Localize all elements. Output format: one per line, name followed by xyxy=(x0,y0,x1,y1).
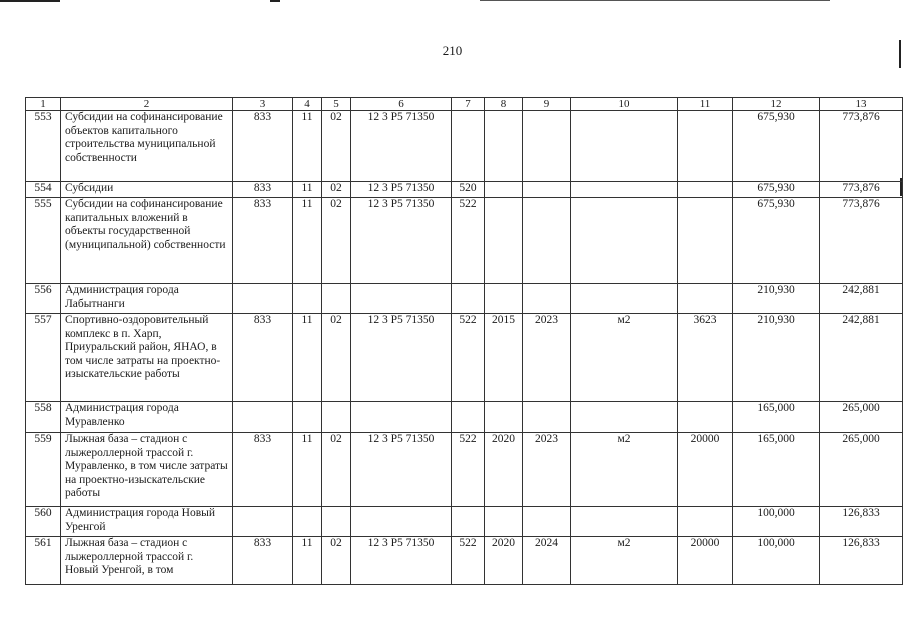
cell-amount-col12: 675,930 xyxy=(733,198,820,284)
cell-start-year: 2020 xyxy=(485,537,523,585)
cell-unit: м2 xyxy=(571,433,678,507)
cell-subsection: 02 xyxy=(322,198,351,284)
cell-subsection xyxy=(322,284,351,314)
cell-amount-col12: 675,930 xyxy=(733,111,820,182)
row-number: 558 xyxy=(26,402,61,433)
cell-amount-col13: 773,876 xyxy=(820,198,903,284)
column-header: 5 xyxy=(322,98,351,111)
cell-expense-type: 522 xyxy=(452,198,485,284)
row-number: 559 xyxy=(26,433,61,507)
cell-subsection: 02 xyxy=(322,111,351,182)
column-header: 2 xyxy=(61,98,233,111)
cell-start-year xyxy=(485,182,523,198)
cell-amount-col13: 773,876 xyxy=(820,182,903,198)
cell-start-year xyxy=(485,284,523,314)
cell-start-year: 2015 xyxy=(485,314,523,402)
cell-admin-code xyxy=(233,402,293,433)
cell-end-year xyxy=(523,182,571,198)
cell-admin-code: 833 xyxy=(233,111,293,182)
cell-capacity xyxy=(678,198,733,284)
cell-end-year xyxy=(523,402,571,433)
row-name: Администрация города Муравленко xyxy=(61,402,233,433)
table-row xyxy=(26,284,903,314)
cell-target-article: 12 3 P5 71350 xyxy=(351,182,452,198)
row-number: 557 xyxy=(26,314,61,402)
column-header: 7 xyxy=(452,98,485,111)
cell-section: 11 xyxy=(293,537,322,585)
row-number: 555 xyxy=(26,198,61,284)
table-row xyxy=(26,537,903,585)
cell-capacity: 3623 xyxy=(678,314,733,402)
cell-unit xyxy=(571,507,678,537)
column-header: 8 xyxy=(485,98,523,111)
table-row xyxy=(26,433,903,507)
row-number: 560 xyxy=(26,507,61,537)
cell-section xyxy=(293,284,322,314)
cell-amount-col13: 126,833 xyxy=(820,537,903,585)
cell-end-year xyxy=(523,284,571,314)
cell-section: 11 xyxy=(293,433,322,507)
cell-end-year: 2023 xyxy=(523,314,571,402)
row-number: 556 xyxy=(26,284,61,314)
column-header: 6 xyxy=(351,98,452,111)
cell-section: 11 xyxy=(293,198,322,284)
cell-admin-code xyxy=(233,507,293,537)
row-name: Субсидии xyxy=(61,182,233,198)
table-row xyxy=(26,402,903,433)
cell-unit xyxy=(571,402,678,433)
table-row xyxy=(26,182,903,198)
cell-capacity xyxy=(678,507,733,537)
column-header: 4 xyxy=(293,98,322,111)
cell-target-article: 12 3 P5 71350 xyxy=(351,537,452,585)
row-name: Лыжная база – стадион с лыжероллерной трассой г. Новый Уренгой, в том xyxy=(61,537,233,585)
cell-expense-type xyxy=(452,507,485,537)
column-header: 9 xyxy=(523,98,571,111)
scan-line-top-left xyxy=(0,0,60,2)
cell-amount-col13: 242,881 xyxy=(820,284,903,314)
cell-amount-col12: 165,000 xyxy=(733,433,820,507)
page-number: 210 xyxy=(442,43,463,58)
cell-amount-col12: 165,000 xyxy=(733,402,820,433)
cell-subsection xyxy=(322,507,351,537)
cell-amount-col13: 265,000 xyxy=(820,433,903,507)
cell-target-article xyxy=(351,284,452,314)
cell-amount-col12: 100,000 xyxy=(733,507,820,537)
column-header: 11 xyxy=(678,98,733,111)
cell-subsection xyxy=(322,402,351,433)
cell-subsection: 02 xyxy=(322,537,351,585)
cell-subsection: 02 xyxy=(322,314,351,402)
cell-capacity xyxy=(678,284,733,314)
cell-amount-col12: 100,000 xyxy=(733,537,820,585)
cell-unit xyxy=(571,284,678,314)
cell-subsection: 02 xyxy=(322,433,351,507)
row-name: Спортивно-оздоровительный комплекс в п. Харп, Приуральский район, ЯНАО, в том числе затраты на проектно-изыскательские работы xyxy=(61,314,233,402)
row-number: 553 xyxy=(26,111,61,182)
cell-expense-type: 522 xyxy=(452,433,485,507)
cell-section: 11 xyxy=(293,314,322,402)
cell-amount-col12: 675,930 xyxy=(733,182,820,198)
cell-expense-type: 520 xyxy=(452,182,485,198)
cell-section: 11 xyxy=(293,111,322,182)
cell-capacity xyxy=(678,182,733,198)
cell-capacity xyxy=(678,111,733,182)
cell-unit xyxy=(571,111,678,182)
cell-target-article xyxy=(351,402,452,433)
cell-start-year xyxy=(485,402,523,433)
cell-target-article: 12 3 P5 71350 xyxy=(351,433,452,507)
cell-section: 11 xyxy=(293,182,322,198)
column-header: 1 xyxy=(26,98,61,111)
cell-amount-col13: 126,833 xyxy=(820,507,903,537)
table-row xyxy=(26,111,903,182)
cell-end-year xyxy=(523,198,571,284)
cell-end-year: 2023 xyxy=(523,433,571,507)
table-header-row xyxy=(26,98,903,111)
row-number: 561 xyxy=(26,537,61,585)
cell-end-year xyxy=(523,507,571,537)
cell-target-article: 12 3 P5 71350 xyxy=(351,198,452,284)
scan-line-top-right xyxy=(480,0,830,1)
row-name: Субсидии на софинансирование объектов капитального строительства муниципальной собственности xyxy=(61,111,233,182)
column-header: 13 xyxy=(820,98,903,111)
cell-unit: м2 xyxy=(571,537,678,585)
row-name: Администрация города Лабытнанги xyxy=(61,284,233,314)
scan-line-top-mid xyxy=(270,0,280,2)
cell-end-year xyxy=(523,111,571,182)
cell-expense-type xyxy=(452,402,485,433)
cell-capacity: 20000 xyxy=(678,433,733,507)
cell-start-year xyxy=(485,198,523,284)
cell-unit xyxy=(571,198,678,284)
cell-start-year xyxy=(485,507,523,537)
cell-target-article: 12 3 P5 71350 xyxy=(351,314,452,402)
cell-admin-code xyxy=(233,284,293,314)
table-row xyxy=(26,314,903,402)
cell-admin-code: 833 xyxy=(233,198,293,284)
cell-admin-code: 833 xyxy=(233,182,293,198)
cell-amount-col12: 210,930 xyxy=(733,314,820,402)
cell-amount-col13: 242,881 xyxy=(820,314,903,402)
cell-admin-code: 833 xyxy=(233,537,293,585)
cell-unit: м2 xyxy=(571,314,678,402)
cell-target-article xyxy=(351,507,452,537)
cell-capacity xyxy=(678,402,733,433)
row-name: Субсидии на софинансирование капитальных вложений в объекты государственной (муниципальной) собственности xyxy=(61,198,233,284)
cell-end-year: 2024 xyxy=(523,537,571,585)
cell-subsection: 02 xyxy=(322,182,351,198)
cell-capacity: 20000 xyxy=(678,537,733,585)
cell-section xyxy=(293,507,322,537)
budget-table xyxy=(25,97,903,585)
column-header: 10 xyxy=(571,98,678,111)
cell-expense-type xyxy=(452,111,485,182)
cell-amount-col12: 210,930 xyxy=(733,284,820,314)
column-header: 3 xyxy=(233,98,293,111)
cell-expense-type xyxy=(452,284,485,314)
column-header: 12 xyxy=(733,98,820,111)
table-row xyxy=(26,198,903,284)
cell-expense-type: 522 xyxy=(452,314,485,402)
cell-expense-type: 522 xyxy=(452,537,485,585)
cell-section xyxy=(293,402,322,433)
cell-amount-col13: 265,000 xyxy=(820,402,903,433)
cell-admin-code: 833 xyxy=(233,314,293,402)
table-row xyxy=(26,507,903,537)
cell-target-article: 12 3 P5 71350 xyxy=(351,111,452,182)
row-name: Лыжная база – стадион с лыжероллерной трассой г. Муравленко, в том числе затраты на проектно-изыскательские работы xyxy=(61,433,233,507)
cell-start-year: 2020 xyxy=(485,433,523,507)
cell-start-year xyxy=(485,111,523,182)
cell-unit xyxy=(571,182,678,198)
cell-admin-code: 833 xyxy=(233,433,293,507)
row-number: 554 xyxy=(26,182,61,198)
cell-amount-col13: 773,876 xyxy=(820,111,903,182)
row-name: Администрация города Новый Уренгой xyxy=(61,507,233,537)
